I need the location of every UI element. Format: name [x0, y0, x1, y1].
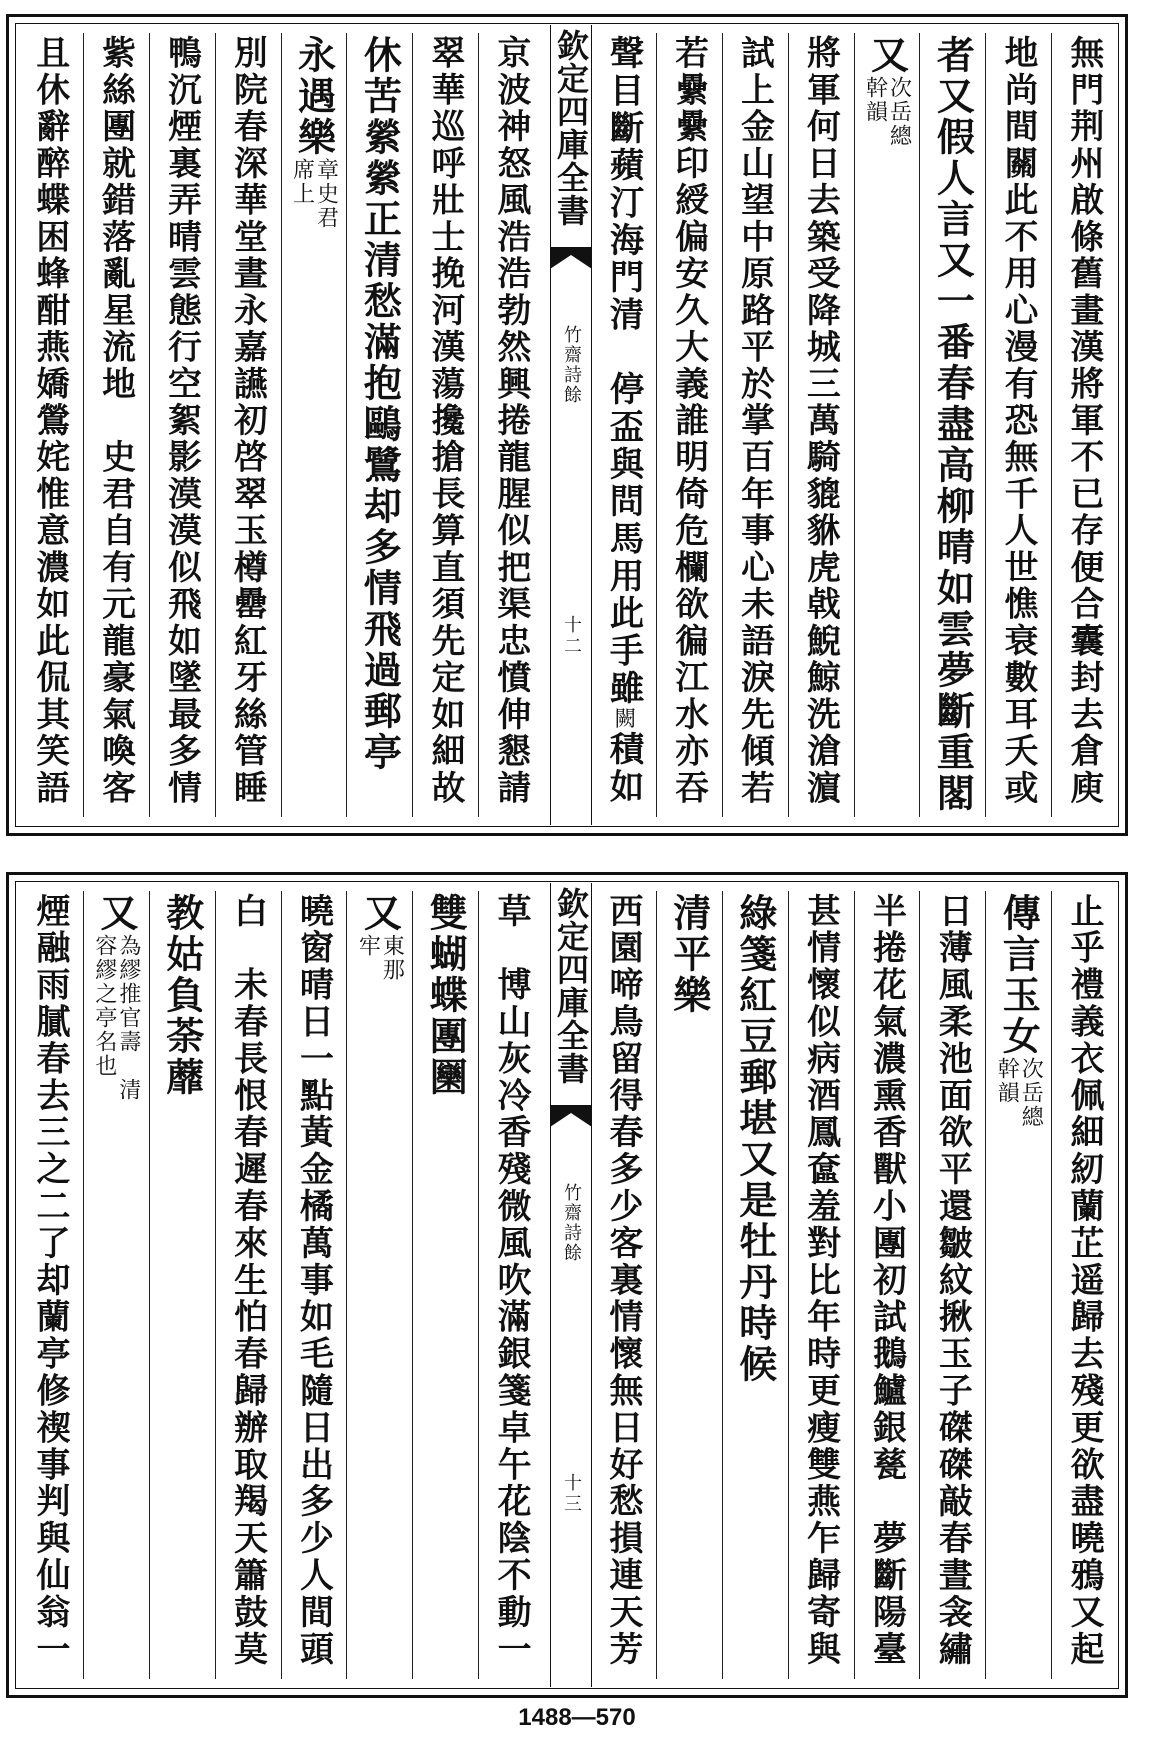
- column-rule: [412, 33, 413, 817]
- text-column: [285, 893, 341, 1677]
- text-column: [22, 893, 78, 1677]
- column-rule: [215, 33, 216, 817]
- column-rule: [1051, 33, 1052, 817]
- note-line: 次岳總: [1018, 1057, 1044, 1129]
- column-text: 止乎禮義衣佩細紉蘭芷遥歸去殘更欲盡曉鴉又起: [1065, 893, 1106, 1668]
- column-text: 曉窗晴日一點黃金橘萬事如毛隨日出多少人間頭: [294, 893, 335, 1668]
- interlinear-note: [862, 76, 912, 148]
- column-rule: [1051, 891, 1052, 1679]
- spine-title: 欽定四庫全書: [552, 887, 590, 1085]
- spine-book-name: 竹齋詩餘: [561, 1183, 582, 1263]
- column-rule: [656, 891, 657, 1679]
- upper-spine: [550, 25, 592, 825]
- column-rule: [788, 891, 789, 1679]
- column-rule: [656, 33, 657, 817]
- column-text: 且休辭醉蝶困蜂酣燕嬌鶯姹惟意濃如此侃其笑語: [30, 35, 71, 807]
- text-column: [858, 35, 914, 815]
- interlinear-note: [355, 934, 405, 982]
- column-text: 草 博山灰冷香殘微風吹滿銀箋卓午花陰不動一: [492, 893, 533, 1668]
- column-text: 清平樂: [666, 893, 712, 1016]
- column-text: 日薄風柔池面欲平還皺紋揪玉子磔磔敲春晝衾繡: [933, 893, 974, 1668]
- text-column: [417, 35, 473, 815]
- column-text: 雙蝴蝶團圞: [423, 893, 469, 1098]
- note-line: 次岳總: [886, 76, 912, 148]
- text-column: [351, 35, 407, 815]
- column-text: 無門荆州啟條舊畫漢將軍不已存便合囊封去倉庾: [1064, 35, 1105, 807]
- text-column: [220, 35, 276, 815]
- text-column: [22, 35, 78, 815]
- text-column: [858, 893, 914, 1677]
- lacuna-mark: 闕: [610, 706, 636, 731]
- text-column: [924, 35, 980, 815]
- column-rule: [346, 33, 347, 817]
- spine-book-name: 竹齋詩餘: [561, 325, 582, 405]
- text-column: [351, 893, 407, 1677]
- upper-page: [6, 14, 1128, 836]
- text-column: [483, 35, 539, 815]
- spine-page-number: 十二: [561, 615, 582, 657]
- spine-page-number: 十三: [561, 1473, 582, 1515]
- text-column: [793, 893, 849, 1677]
- interlinear-note: [289, 158, 339, 230]
- column-text: 綠箋紅豆郵堪又是牡丹時候: [732, 893, 778, 1385]
- text-column: [661, 893, 717, 1677]
- note-line: 容繆之亭名也: [91, 934, 117, 1078]
- text-column: [285, 35, 341, 815]
- column-text: 翠華巡呼壯士挽河漢蕩攙搶長算直須先定如細故: [426, 35, 467, 807]
- column-rule: [854, 891, 855, 1679]
- column-rule: [919, 891, 920, 1679]
- column-rule: [722, 891, 723, 1679]
- text-column: [661, 35, 717, 815]
- column-text: 半捲花氣濃熏香獸小團初試鵝鱸銀甆 夢斷陽臺: [867, 893, 908, 1668]
- column-rule: [985, 33, 986, 817]
- text-column: [1056, 893, 1112, 1677]
- column-text: 又: [357, 893, 403, 934]
- fish-tail-mark-icon: [550, 1105, 592, 1127]
- interlinear-note: [93, 934, 139, 1102]
- column-text: 休苦縈縈正清愁滿抱鷗鷺却多情飛過郵亭: [357, 35, 403, 773]
- text-column: [727, 893, 783, 1677]
- column-text: 京波神怒風浩浩勃然興捲龍腥似把渠忠憤伸懇請: [491, 35, 532, 807]
- text-column: [990, 35, 1046, 815]
- note-line: 為繆推官壽 清: [115, 934, 141, 1102]
- text-column: [727, 35, 783, 815]
- column-text: 甚情懷似病酒鳳奩羞對比年時更瘦雙燕乍歸寄與: [801, 893, 842, 1668]
- text-column: [1056, 35, 1112, 815]
- text-column: [483, 893, 539, 1677]
- note-line: 牢: [355, 934, 381, 958]
- column-rule: [281, 33, 282, 817]
- column-rule: [281, 891, 282, 1679]
- lower-right-half: [590, 883, 1117, 1687]
- column-text: 鴨沉煙裏弄晴雲態行空絮影漠漠似飛如墜最多情: [162, 35, 203, 807]
- text-column: [595, 893, 651, 1677]
- text-column: [793, 35, 849, 815]
- column-text: 試上金山望中原路平於掌百年事心未語淚先傾若: [735, 35, 776, 807]
- lower-page: [6, 872, 1128, 1698]
- spine-title: 欽定四庫全書: [552, 29, 590, 227]
- column-rule: [919, 33, 920, 817]
- column-rule: [346, 891, 347, 1679]
- interlinear-note: [994, 1057, 1044, 1129]
- text-column: [990, 893, 1046, 1677]
- text-column: [924, 893, 980, 1677]
- column-rule: [149, 891, 150, 1679]
- column-text: 將軍何日去築受降城三萬騎貔貅虎㦸鯢鯨洗滄濵: [801, 35, 842, 807]
- text-column: [595, 35, 651, 815]
- note-line: 幹韻: [862, 76, 888, 124]
- column-rule: [215, 891, 216, 1679]
- column-text: 又: [93, 893, 139, 934]
- column-text: 傳言玉女: [996, 893, 1042, 1057]
- text-column: [88, 893, 144, 1677]
- column-rule: [854, 33, 855, 817]
- text-column: [88, 35, 144, 815]
- column-text: 教姑負荼蘼: [159, 893, 205, 1098]
- column-text: 聲目斷蘋汀海門清 停盃與問馬用此手雖: [603, 35, 644, 707]
- column-rule: [478, 33, 479, 817]
- column-text: 煙融雨膩春去三之二了却蘭亭修禊事判與仙翁一: [30, 893, 71, 1668]
- column-rule: [149, 33, 150, 817]
- upper-left-half: [17, 25, 544, 825]
- column-text: 永遇樂: [291, 35, 337, 158]
- text-column: [220, 893, 276, 1677]
- column-text: 別院春深華堂晝永嘉讌初啓翠玉樽罍紅牙絲管睡: [228, 35, 269, 807]
- column-text: 者又假人言又一番春盡高柳晴如雲夢斷重閣: [930, 35, 976, 814]
- column-text: 地尚間關此不用心漫有恐無千人世憔衰數耳夭或: [999, 35, 1040, 807]
- column-rule: [478, 891, 479, 1679]
- column-text: 紫絲團就錯落亂星流地 史君自有元龍豪氣喚客: [96, 35, 137, 807]
- lower-spine: [550, 883, 592, 1687]
- column-text: 西園啼鳥留得春多少客裏情懷無日好愁損連天芳: [603, 893, 644, 1668]
- column-text: 又: [864, 35, 910, 76]
- lower-left-half: [17, 883, 544, 1687]
- upper-right-half: [590, 25, 1117, 825]
- text-column: [154, 35, 210, 815]
- note-line: 東那: [379, 934, 405, 982]
- column-rule: [985, 891, 986, 1679]
- column-rule: [412, 891, 413, 1679]
- note-line: 章史君: [313, 158, 339, 230]
- column-rule: [83, 33, 84, 817]
- note-line: 席上: [289, 158, 315, 206]
- column-rule: [83, 891, 84, 1679]
- text-column: [417, 893, 473, 1677]
- note-line: 幹韻: [994, 1057, 1020, 1105]
- column-rule: [722, 33, 723, 817]
- column-text: 若纍纍印綬偏安久大義誰明倚危欄欲徧江水亦吞: [669, 35, 710, 807]
- column-text-tail: 積如: [603, 730, 644, 806]
- column-rule: [788, 33, 789, 817]
- catalog-number: 1488—570: [518, 1704, 636, 1731]
- text-column: [154, 893, 210, 1677]
- fish-tail-mark-icon: [550, 247, 592, 269]
- column-text: 白 未春長恨春遲春來生怕春歸辦取羯天簫鼓莫: [228, 893, 269, 1668]
